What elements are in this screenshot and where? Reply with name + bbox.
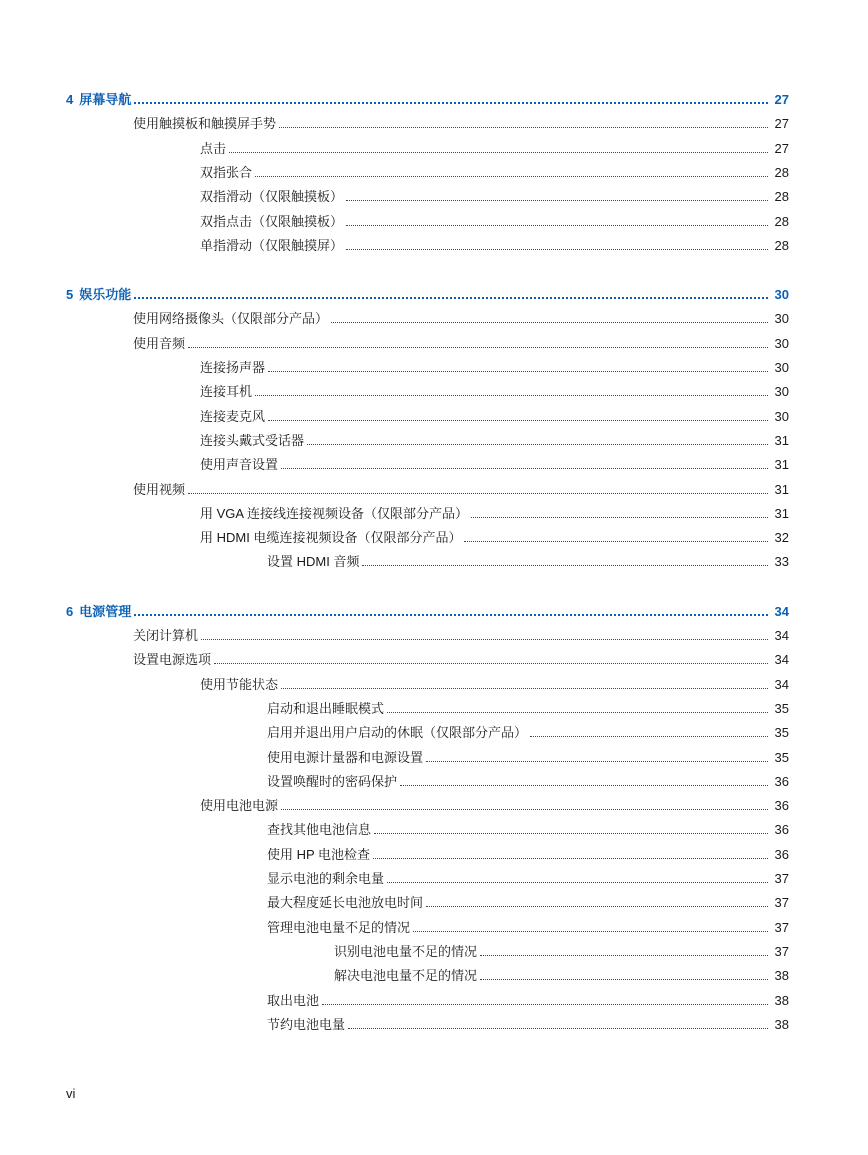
toc-entry[interactable] (200, 210, 789, 230)
toc-entry[interactable] (267, 1013, 789, 1033)
toc-entry-page-number: 27 (774, 140, 789, 156)
toc-entry-page-number: 31 (774, 505, 789, 521)
chapter-number: 5 (66, 287, 74, 303)
toc-entry-title: 启动和退出睡眠模式 (267, 700, 385, 716)
toc-entry-page-number: 37 (774, 871, 789, 886)
toc-entry-title: 关闭计算机 (133, 628, 199, 643)
toc-entry-title: 使用电源计量器和电源设置 (267, 749, 424, 765)
dot-leader (134, 297, 768, 299)
dot-leader (346, 225, 768, 226)
toc-entry-title: 屏幕导航 (79, 92, 132, 107)
toc-entry-title: 单指滑动（仅限触摸屏） (200, 237, 344, 253)
toc-entry-title: 用 HDMI 电缆连接视频设备（仅限部分产品） (200, 530, 462, 546)
toc-entry[interactable] (267, 989, 789, 1009)
dot-leader (281, 468, 768, 469)
dot-leader (346, 200, 768, 201)
toc-entry[interactable] (200, 234, 789, 254)
dot-leader (201, 639, 768, 640)
dot-leader (134, 614, 768, 616)
dot-leader (188, 347, 768, 348)
dot-leader (134, 102, 768, 104)
dot-leader (374, 833, 768, 834)
toc-entry[interactable] (200, 453, 789, 473)
toc-entry-title: 使用音频 (133, 335, 186, 351)
dot-leader (322, 1004, 768, 1005)
toc-entry-page-number: 36 (774, 773, 789, 789)
toc-chapter-entry[interactable] (66, 283, 789, 303)
dot-leader (279, 127, 768, 128)
dot-leader (281, 688, 768, 689)
toc-entry-title: 解决电池电量不足的情况 (334, 968, 478, 984)
toc-entry-page-number: 35 (774, 700, 789, 716)
toc-entry[interactable] (200, 429, 789, 449)
toc-entry-title: 显示电池的剩余电量 (267, 871, 385, 886)
toc-entry[interactable] (200, 380, 789, 400)
toc-entry-title: 查找其他电池信息 (267, 822, 372, 838)
toc-entry-title: 连接耳机 (200, 384, 253, 400)
toc-entry-page-number: 37 (774, 919, 789, 935)
dot-leader (464, 541, 768, 542)
toc-entry[interactable] (267, 867, 789, 887)
toc-entry-page-number: 36 (774, 798, 789, 814)
toc-entry[interactable] (133, 624, 789, 644)
toc-entry-page-number: 32 (774, 530, 789, 546)
toc-entry-page-number: 38 (774, 992, 789, 1008)
chapter-number: 4 (66, 92, 74, 107)
toc-entry-title: 娱乐功能 (79, 287, 132, 303)
toc-entry-page-number: 37 (774, 943, 789, 959)
toc-entry[interactable] (200, 356, 789, 376)
toc-entry-title: 使用触摸板和触摸屏手势 (133, 116, 277, 132)
toc-entry-title: 双指点击（仅限触摸板） (200, 213, 344, 229)
toc-entry-page-number: 30 (774, 408, 789, 424)
toc-entry-title: 连接扬声器 (200, 360, 266, 375)
dot-leader (268, 420, 768, 421)
toc-entry[interactable] (200, 794, 789, 814)
toc-chapter-entry[interactable] (66, 88, 789, 108)
dot-leader (387, 712, 768, 713)
toc-entry-title: 取出电池 (267, 992, 320, 1008)
toc-entry[interactable] (334, 964, 789, 984)
toc-entry-page-number: 28 (774, 164, 789, 180)
toc-entry-title: 设置电源选项 (133, 652, 212, 668)
toc-entry[interactable] (133, 648, 789, 668)
toc-entry-page-number: 38 (774, 1016, 789, 1032)
dot-leader (307, 444, 768, 445)
toc-entry[interactable] (200, 673, 789, 693)
toc-entry-page-number: 37 (774, 895, 789, 911)
toc-entry-page-number: 31 (774, 481, 789, 497)
toc-entry-page-number: 36 (774, 822, 789, 838)
toc-entry-title: 双指滑动（仅限触摸板） (200, 189, 344, 205)
dot-leader (255, 176, 768, 177)
toc-entry-page-number: 36 (774, 846, 789, 862)
toc-entry-page-number: 30 (774, 287, 789, 303)
page-number-footer: vi (66, 1086, 76, 1101)
dot-leader (471, 517, 768, 518)
toc-entry-title: 使用声音设置 (200, 457, 279, 473)
toc-entry[interactable] (267, 916, 789, 936)
toc-entry-title: 识别电池电量不足的情况 (334, 943, 478, 959)
toc-entry-title: 点击 (200, 140, 227, 156)
toc-entry[interactable] (267, 746, 789, 766)
toc-entry-page-number: 31 (774, 457, 789, 473)
toc-entry-page-number: 30 (774, 311, 789, 327)
toc-entry-page-number: 34 (774, 676, 789, 692)
toc-entry-title: 电源管理 (79, 603, 132, 619)
dot-leader (362, 565, 768, 566)
toc-entry-title: 使用电池电源 (200, 798, 279, 814)
toc-entry-page-number: 28 (774, 189, 789, 205)
toc-entry[interactable] (200, 185, 789, 205)
dot-leader (530, 736, 768, 737)
toc-entry-page-number: 33 (774, 554, 789, 570)
toc-entry-page-number: 28 (774, 213, 789, 229)
toc-entry-page-number: 27 (774, 92, 789, 107)
toc-entry[interactable] (200, 526, 789, 546)
toc-entry-title: 启用并退出用户启动的休眠（仅限部分产品） (267, 725, 528, 741)
dot-leader (480, 955, 768, 956)
toc-entry[interactable] (334, 940, 789, 960)
chapter-number: 6 (66, 603, 74, 619)
dot-leader (214, 663, 768, 664)
toc-entry[interactable] (200, 161, 789, 181)
dot-leader (400, 785, 768, 786)
toc-entry-page-number: 30 (774, 360, 789, 375)
toc-entry-title: 设置唤醒时的密码保护 (267, 773, 398, 789)
dot-leader (268, 371, 768, 372)
toc-entry-page-number: 35 (774, 749, 789, 765)
toc-entry[interactable] (133, 112, 789, 132)
toc-chapter-entry[interactable] (66, 600, 789, 620)
toc-entry-title: 管理电池电量不足的情况 (267, 919, 411, 935)
toc-entry-page-number: 31 (774, 432, 789, 448)
toc-entry-title: 使用节能状态 (200, 676, 279, 692)
dot-leader (373, 858, 768, 859)
toc-entry-title: 连接麦克风 (200, 408, 266, 424)
dot-leader (426, 906, 768, 907)
dot-leader (348, 1028, 768, 1029)
toc-entry-title: 节约电池电量 (267, 1016, 346, 1032)
toc-entry[interactable] (267, 770, 789, 790)
dot-leader (426, 761, 768, 762)
dot-leader (188, 493, 768, 494)
toc-entry-title: 用 VGA 连接线连接视频设备（仅限部分产品） (200, 505, 468, 521)
toc-entry-page-number: 28 (774, 237, 789, 253)
toc-entry[interactable] (133, 307, 789, 327)
toc-entry[interactable] (133, 478, 789, 498)
toc-entry[interactable] (267, 818, 789, 838)
dot-leader (413, 931, 768, 932)
toc-entry-title: 使用 HP 电池检查 (267, 846, 371, 862)
dot-leader (346, 249, 768, 250)
dot-leader (387, 882, 768, 883)
dot-leader (281, 809, 768, 810)
toc-entry-page-number: 38 (774, 968, 789, 984)
toc-entry-title: 设置 HDMI 音频 (267, 554, 360, 570)
dot-leader (480, 979, 768, 980)
dot-leader (331, 322, 768, 323)
toc-entry[interactable] (267, 843, 789, 863)
toc-entry-page-number: 34 (774, 652, 789, 668)
toc-entry-page-number: 34 (774, 603, 789, 619)
dot-leader (255, 395, 768, 396)
toc-entry-page-number: 30 (774, 335, 789, 351)
toc-entry[interactable] (200, 137, 789, 157)
toc-entry-title: 使用网络摄像头（仅限部分产品） (133, 311, 329, 327)
toc-entry-page-number: 30 (774, 384, 789, 400)
toc-entry-page-number: 34 (774, 628, 789, 643)
toc-entry-title: 双指张合 (200, 164, 253, 180)
toc-entry-title: 最大程度延长电池放电时间 (267, 895, 424, 911)
toc-entry[interactable] (267, 891, 789, 911)
toc-entry-page-number: 27 (774, 116, 789, 132)
dot-leader (229, 152, 768, 153)
toc-entry[interactable] (133, 332, 789, 352)
toc-entry[interactable] (267, 550, 789, 570)
toc-entry-title: 连接头戴式受话器 (200, 432, 305, 448)
toc-entry[interactable] (200, 405, 789, 425)
toc-entry-page-number: 35 (774, 725, 789, 741)
toc-entry[interactable] (267, 697, 789, 717)
toc-entry[interactable] (200, 502, 789, 522)
toc-entry-title: 使用视频 (133, 481, 186, 497)
toc-entry[interactable] (267, 721, 789, 741)
